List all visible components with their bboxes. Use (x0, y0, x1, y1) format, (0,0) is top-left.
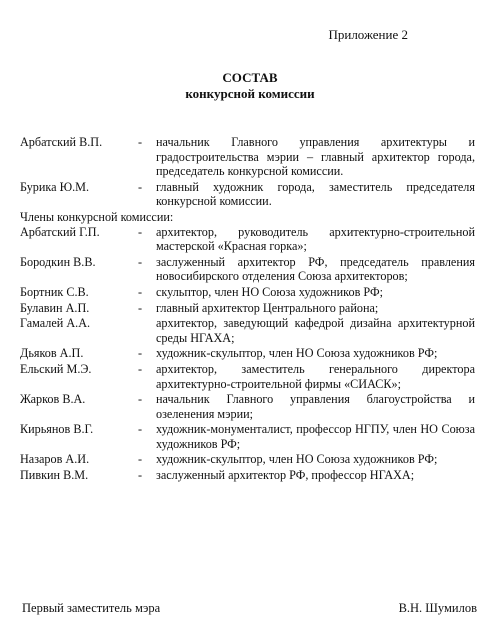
member-dash: - (138, 346, 143, 361)
member-name: Бортник С.В. (20, 284, 89, 299)
member-name: Назаров А.И. (20, 452, 90, 467)
member-row (20, 316, 475, 345)
member-name: Булавин А.П. (20, 300, 90, 315)
member-row (20, 346, 475, 361)
member-dash: - (138, 135, 143, 149)
member-row (20, 301, 475, 316)
member-row (20, 255, 475, 284)
member-role: начальник Главного управления архитектуры и градостроительства мэрии – главный архитектор города, председатель конкурсной комиссии. (156, 135, 475, 179)
member-name: Дьяков А.П. (20, 346, 84, 361)
member-name: Кирьянов В.Г. (20, 422, 94, 437)
member-row (20, 468, 475, 483)
member-role: художник-скульптор, член НО Союза художников РФ; (156, 346, 438, 361)
member-role: главный художник города, заместитель председателя конкурсной комиссии. (156, 179, 475, 209)
signatory-name: В.Н. Шумилов (398, 601, 477, 615)
member-dash: - (138, 452, 143, 467)
member-name: Арбатский Г.П. (20, 224, 100, 239)
commission-list (20, 135, 475, 484)
member-dash: - (138, 284, 143, 299)
member-name: Жарков В.А. (20, 392, 86, 407)
member-role: художник-скульптор, член НО Союза художников РФ; (156, 452, 438, 467)
members-section-label: Члены конкурсной комиссии: (20, 209, 174, 224)
member-role: начальник Главного управления благоустройства и озеленения мэрии; (156, 392, 475, 421)
member-role: скульптор, член НО Союза художников РФ; (156, 284, 383, 299)
member-role: главный архитектор Центрального района; (156, 300, 379, 315)
member-role: архитектор, заместитель генерального директора архитектурно-строительной фирмы «СИАСК»; (156, 361, 475, 391)
member-dash: - (138, 254, 143, 269)
member-role: архитектор, руководитель архитектурно-строительной мастерской «Красная горка»; (156, 224, 475, 254)
appendix-label: Приложение 2 (328, 27, 408, 42)
member-dash (138, 316, 156, 345)
signatory-position: Первый заместитель мэра (22, 601, 161, 615)
member-row (20, 452, 475, 467)
member-role: художник-монументалист, профессор НГПУ, член НО Союза художников РФ; (156, 422, 475, 451)
member-name: Арбатский В.П. (20, 135, 103, 149)
member-row (20, 392, 475, 421)
member-dash: - (138, 179, 143, 194)
member-dash: - (138, 468, 143, 483)
member-dash: - (138, 224, 143, 239)
member-role: заслуженный архитектор РФ, профессор НГАХА; (156, 468, 415, 483)
member-name: Бурика Ю.М. (20, 179, 90, 194)
member-role: архитектор, заведующий кафедрой дизайна архитектурной среды НГАХА; (156, 316, 475, 345)
member-row (20, 225, 475, 254)
member-dash: - (138, 392, 143, 407)
document-title-block (0, 70, 500, 102)
member-name: Ельский М.Э. (20, 361, 92, 376)
leadership-row (20, 135, 475, 179)
member-dash: - (138, 361, 143, 376)
member-row (20, 362, 475, 391)
member-name: Бородкин В.В. (20, 254, 96, 269)
member-name: Пивкин В.М. (20, 468, 89, 483)
leadership-row (20, 180, 475, 209)
member-name: Гамалей А.А. (20, 316, 91, 331)
member-dash: - (138, 422, 143, 437)
document-subtitle: конкурсной комиссии (185, 86, 315, 101)
member-dash: - (138, 300, 143, 315)
member-role: заслуженный архитектор РФ, председатель правления новосибирского отделения Союза архитекторов; (156, 254, 475, 284)
member-row (20, 285, 475, 300)
member-row (20, 422, 475, 451)
document-title: СОСТАВ (222, 70, 278, 85)
